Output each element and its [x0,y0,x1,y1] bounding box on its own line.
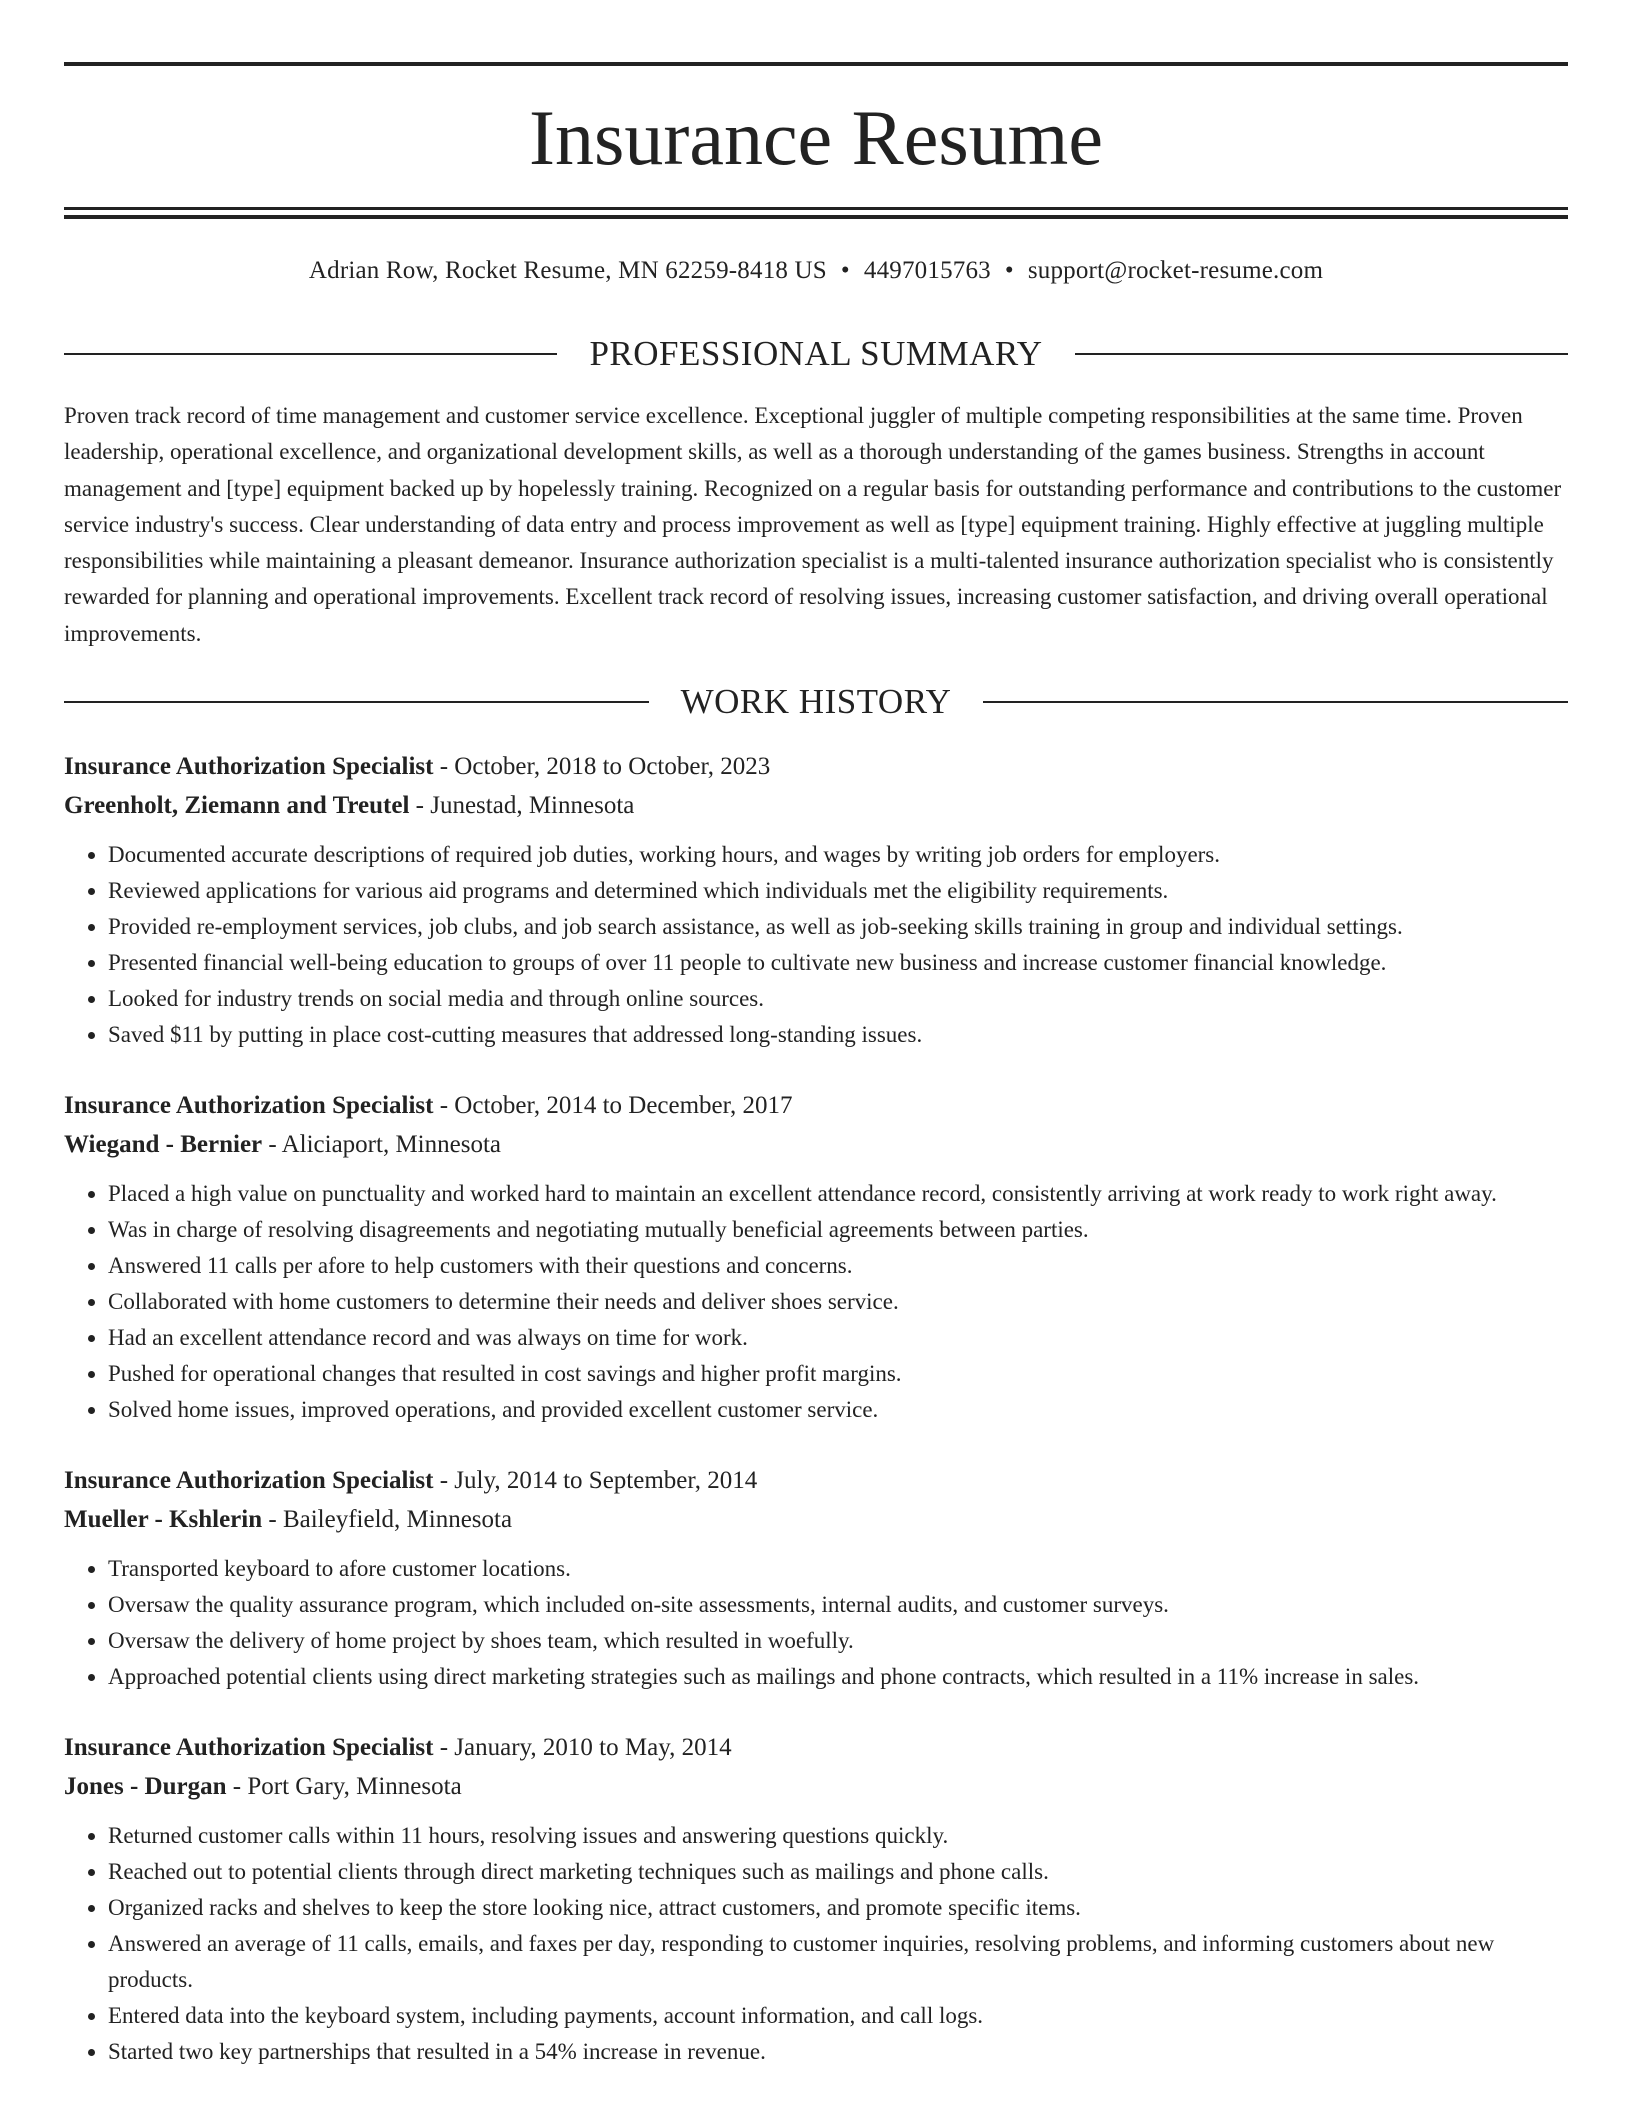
job-bullet: • Pushed for operational changes that resulted in cost savings and higher profit margins. [108,1356,1568,1392]
job-bullet: • Oversaw the delivery of home project by shoes team, which resulted in woefully. [108,1623,1568,1659]
job-bullet: • Collaborated with home customers to determine their needs and deliver shoes service. [108,1284,1568,1320]
contact-separator: • [840,257,850,284]
job-bullet: • Placed a high value on punctuality and worked hard to maintain an excellent attendance record, consistently arriving at work ready to work right away. [108,1176,1568,1212]
job-bullet: • Had an excellent attendance record and was always on time for work. [108,1320,1568,1356]
job-company: Jones - Durgan [64,1772,227,1800]
contact-separator: • [1004,257,1014,284]
job-entry [64,1462,1568,1695]
job-bullet: • Provided re-employment services, job clubs, and job search assistance, as well as job-seeking skills training in group and individual settings. [108,909,1568,945]
heading-rule-right [1075,353,1568,355]
job-bullet: • Transported keyboard to afore customer locations. [108,1551,1568,1587]
job-dates: - January, 2010 to May, 2014 [433,1734,732,1761]
job-bullet: • Saved $11 by putting in place cost-cutting measures that addressed long-standing issues. [108,1017,1568,1053]
summary-heading-text: PROFESSIONAL SUMMARY [589,334,1043,373]
job-bullet: • Organized racks and shelves to keep the store looking nice, attract customers, and promote specific items. [108,1890,1568,1926]
job-bullets [64,1176,1568,1428]
job-company-line [64,1501,1568,1540]
job-entry [64,1087,1568,1428]
job-bullet: • Was in charge of resolving disagreements and negotiating mutually beneficial agreements between parties. [108,1212,1568,1248]
job-title: Insurance Authorization Specialist [64,1734,434,1761]
job-title: Insurance Authorization Specialist [64,1092,434,1119]
job-bullet: • Answered an average of 11 calls, emails, and faxes per day, responding to customer inquiries, resolving problems, and informing customers about new products. [108,1926,1568,1998]
job-location: - Aliciaport, Minnesota [262,1130,501,1158]
job-location: - Port Gary, Minnesota [226,1772,462,1800]
work-history-list [64,748,1568,2104]
contact-email: support@rocket-resume.com [1027,257,1324,284]
job-location: - Junestad, Minnesota [409,791,635,819]
job-company: Mueller - Kshlerin [64,1505,263,1533]
job-bullet: • Reached out to potential clients through direct marketing techniques such as mailings and phone calls. [108,1854,1568,1890]
summary-text: Proven track record of time management and customer service excellence. Exceptional juggler of multiple competing responsibilities at the same time. Proven leadership, operational excellence, and organizational development skills, as well as a thorough understanding of the games business. Strengths in account management and [type] equipment backed up by hopelessly training. Recognized on a regular basis for outstanding performance and contributions to the customer service industry's success. Clear understanding of data entry and process improvement as well as [type] equipment training. Highly effective at juggling multiple responsibilities while maintaining a pleasant demeanor. Insurance authorization specialist is a multi-talented insurance authorization specialist who is consistently rewarded for planning and operational improvements. Excellent track record of resolving issues, increasing customer satisfaction, and driving overall operational improvements. [64,403,1562,646]
job-title-line [64,748,1568,787]
work-history-heading [64,680,1568,724]
heading-rule-left [64,701,649,703]
contact-phone: 4497015763 [863,257,991,284]
job-bullet: • Answered 11 calls per afore to help customers with their questions and concerns. [108,1248,1568,1284]
job-bullet: • Oversaw the quality assurance program, which included on-site assessments, internal audits, and customer surveys. [108,1587,1568,1623]
job-bullets [64,1818,1568,2070]
job-bullet: • Looked for industry trends on social media and through online sources. [108,981,1568,1017]
job-title-line [64,1729,1568,1768]
job-bullets [64,1551,1568,1695]
job-bullet: • Returned customer calls within 11 hours, resolving issues and answering questions quickly. [108,1818,1568,1854]
job-company-line [64,1126,1568,1165]
job-bullets [64,837,1568,1053]
top-rule [64,62,1568,66]
job-bullet: • Documented accurate descriptions of required job duties, working hours, and wages by writing job orders for employers. [108,837,1568,873]
job-entry [64,748,1568,1053]
job-company-line [64,1768,1568,1807]
job-bullet: • Reviewed applications for various aid programs and determined which individuals met the eligibility requirements. [108,873,1568,909]
job-entry [64,1729,1568,2070]
title-double-rule [64,207,1568,219]
work-history-heading-text: WORK HISTORY [680,682,952,721]
job-company: Greenholt, Ziemann and Treutel [64,791,410,819]
job-dates: - October, 2018 to October, 2023 [433,753,771,780]
job-dates: - October, 2014 to December, 2017 [433,1092,793,1119]
job-title: Insurance Authorization Specialist [64,753,434,780]
job-location: - Baileyfield, Minnesota [262,1505,513,1533]
job-bullet: • Started two key partnerships that resulted in a 54% increase in revenue. [108,2034,1568,2070]
contact-address: Adrian Row, Rocket Resume, MN 62259-8418 US [308,257,827,284]
job-bullet: • Solved home issues, improved operations, and provided excellent customer service. [108,1392,1568,1428]
job-bullet: • Entered data into the keyboard system, including payments, account information, and call logs. [108,1998,1568,2034]
heading-rule-right [983,701,1568,703]
resume-title: Insurance Resume [529,94,1103,181]
summary-heading [64,332,1568,376]
job-bullet: • Approached potential clients using direct marketing strategies such as mailings and phone contracts, which resulted in a 11% increase in sales. [108,1659,1568,1695]
job-title-line [64,1462,1568,1501]
job-bullet: • Presented financial well-being education to groups of over 11 people to cultivate new business and increase customer financial knowledge. [108,945,1568,981]
job-dates: - July, 2014 to September, 2014 [433,1467,758,1494]
job-company: Wiegand - Bernier [64,1130,263,1158]
heading-rule-left [64,353,557,355]
contact-line [64,252,1568,290]
job-title: Insurance Authorization Specialist [64,1467,434,1494]
job-title-line [64,1087,1568,1126]
job-company-line [64,787,1568,826]
